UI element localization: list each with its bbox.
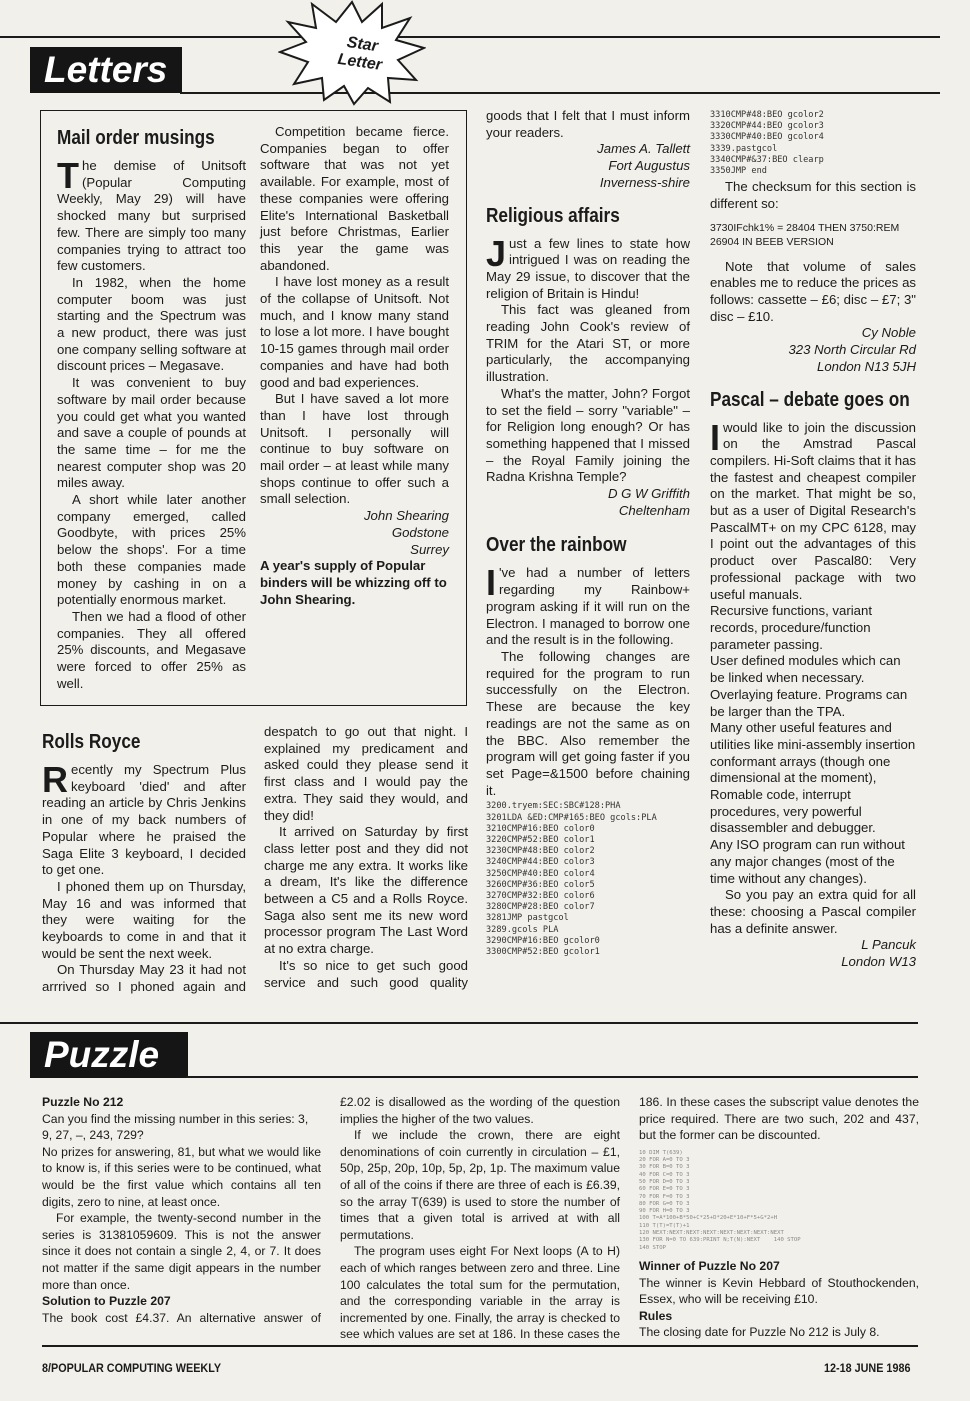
mail-prize: A year's supply of Popular binders will be whizzing off to John Shearing. bbox=[260, 558, 447, 607]
rolls-sig-3: Inverness-shire bbox=[599, 174, 690, 190]
rain-sig-2: 323 North Circular Rd bbox=[788, 342, 916, 358]
solution-s2: If we include the crown, there are eight denominations of coin currently in circulation – £1, 50p, 25p, 20p, 10p, 5p, 2p, 1p. The maximum value of all of the coins if there are three of each is £6.39, so the array T(639) is used to store the number of times that a given total is arrived at with all permutations. bbox=[340, 1128, 620, 1242]
puzzle-col-3 bbox=[639, 1094, 919, 1341]
mail-p2: In 1982, when the home computer boom was just starting and the Spectrum was a new product, there was just one company selling software at discount prices – Megasave. bbox=[57, 274, 246, 374]
rainbow-code-2: 3310CMP#48:BEO gcolor2 3320CMP#44:BEO gcolor3 3330CMP#40:BEO gcolor4 3339.pastgcol 3340CMP#&37:BEO clearp 3350JMP end bbox=[710, 110, 824, 177]
dropcap-t: T bbox=[57, 155, 79, 196]
dropcap-i-rainbow: I bbox=[486, 562, 497, 604]
rolls-royce-col-2 bbox=[264, 724, 468, 992]
rel-p2: This fact was gleaned from reading John Cook's review of TRIM for the Atari ST, or more particularly, the accompanying illustration. bbox=[486, 302, 690, 385]
religious-heading: Religious affairs bbox=[486, 204, 620, 227]
pas-sig-2: London W13 bbox=[841, 954, 916, 970]
rolls-sig-1: James A. Tallett bbox=[597, 141, 690, 157]
rainbow-heading: Over the rainbow bbox=[486, 534, 627, 557]
solution-s1-cont: £2.02 is disallowed as the wording of the question implies the higher of the two values. bbox=[340, 1095, 620, 1126]
pas-p1: would like to join the discussion on the Amstrad Pascal compilers. Hi-Soft claims that it has the fastest and cheapest compiler on the market. That might be so, but as a user of Digital Research's PascalMT+ on my CPC 6128, may I point out the advantages of this product over Pascal80: Very professional package with two useful manuals. bbox=[710, 419, 916, 602]
pas-item-1: Recursive functions, variant records, procedure/function parameter passing. bbox=[710, 603, 872, 652]
mail-order-heading: Mail order musings bbox=[57, 127, 215, 149]
solution-heading: Solution to Puzzle 207 bbox=[42, 1294, 171, 1309]
rain-p4: Note that volume of sales enables me to reduce the prices as follows: cassette – £6; disc – £7; 3" disc – £10. bbox=[710, 258, 916, 324]
rolls-p3-cont: despatch to go out that night. I explained my predicament and asked could they please send it first class and I would pay the extra. They said they would, and they did! bbox=[264, 724, 468, 823]
mail-sig-2: Godstone bbox=[391, 524, 449, 540]
rel-sig-1: D G W Griffith bbox=[607, 486, 690, 502]
rules-heading: Rules bbox=[639, 1308, 673, 1323]
dropcap-j: J bbox=[486, 232, 507, 274]
rolls-p3: On Thursday May 23 it had not arrrived so I phoned again and bbox=[42, 962, 246, 995]
rain-sig-1: Cy Noble bbox=[861, 325, 916, 341]
rolls-royce-col-1 bbox=[42, 724, 246, 996]
rolls-p5: It's so nice to get such good service and such good quality bbox=[264, 957, 468, 990]
footer-right: 12-18 JUNE 1986 bbox=[824, 1361, 911, 1375]
mail-order-col-2 bbox=[260, 124, 449, 608]
col-3 bbox=[486, 108, 690, 960]
pas-p2: So you pay an extra quid for all these: choosing a Pascal compiler has a definite answer. bbox=[710, 887, 916, 936]
puzzle-title: Puzzle bbox=[30, 1032, 188, 1078]
puzzle-col-1 bbox=[42, 1094, 321, 1326]
footer-rule bbox=[42, 1345, 918, 1347]
rolls-p1: ecently my Spectrum Plus keyboard 'died' and after reading an article by Chris Jenkins in one of my back numbers of Popular where he praised the Saga Elite 3 keyboard, I decided to get one. bbox=[42, 762, 246, 878]
rain-p2: The following changes are required for the program to run successfully on the Electron. These are because the key readings are not the same as on the BBC. Also remember the program will get going faster if you set Page=&1500 before chaining it. bbox=[486, 648, 690, 798]
rolls-sig-2: Fort Augustus bbox=[608, 158, 690, 174]
puzzle-no-heading: Puzzle No 212 bbox=[42, 1095, 124, 1109]
winner-text: The winner is Kevin Hebbard of Stouthockenden, Essex, who will be receiving £10. bbox=[639, 1275, 919, 1307]
rolls-p2: I phoned them up on Thursday, May 16 and was informed that they were waiting for the keyboards to come in and that it would be sent the next week. bbox=[42, 878, 246, 961]
puzzle-q3: For example, the twenty-second number in the series is 31381059609. This is not the answer since it does not contain a single 2, 4, or 7. It does not matter if the same digit appears in the number more than once. bbox=[42, 1211, 321, 1292]
rain-p3: The checksum for this section is different so: bbox=[710, 179, 916, 211]
solution-s3: The program uses eight For Next loops (A to H) each of which ranges between zero and three. Line 100 calculates the total sum for the permutation, and the corresponding variable in the array is incremented by one. Finally, the array is checked to see which values are set at 186. In these cases the bbox=[340, 1244, 620, 1342]
rel-p3: What's the matter, John? Forgot to set the field – sorry "variable" – for Religion long enough? Or has something happened that I missed – the Royal Family joining the Radna Krishna Temple? bbox=[486, 385, 690, 485]
mail-sig-3: Surrey bbox=[410, 541, 449, 557]
rel-sig-2: Cheltenham bbox=[618, 502, 690, 518]
puzzle-title-rule bbox=[186, 1076, 918, 1078]
dropcap-r: R bbox=[42, 759, 68, 800]
rolls-royce-heading: Rolls Royce bbox=[42, 731, 141, 753]
mail-sig-1: John Shearing bbox=[363, 508, 449, 524]
mail-order-col-1 bbox=[57, 120, 246, 693]
pascal-heading: Pascal – debate goes on bbox=[710, 388, 910, 411]
puzzle-top-rule bbox=[0, 1022, 918, 1024]
winner-heading: Winner of Puzzle No 207 bbox=[639, 1258, 780, 1273]
pas-item-3: Overlaying feature. Programs can be larger than the TPA. bbox=[710, 686, 908, 719]
solution-s3-cont: 186. In these cases the subscript value denotes the price required. There are two such, 202 and 437, but the former can be discounted. bbox=[639, 1095, 919, 1143]
puzzle-q1: Can you find the missing number in this series: 3, 9, 27, –, 243, 729? bbox=[42, 1111, 309, 1143]
rainbow-code-1: 3200.tryem:SEC:SBC#128:PHA 3201LDA &ED:CMP#165:BEO gcols:PLA 3210CMP#16:BEO color0 3220CMP#52:BEO color1 3230CMP#48:BEO color2 3240CMP#44:BEO color3 3250CMP#40:BEO color4 3260CMP#36:BEO color5 3270CMP#32:BEO color6 3280CMP#28:BEO color7 3281JMP pastgcol 3289.gcols PLA 3290CMP#16:BEO gcolor0 3300CMP#52:BEO gcolor1 bbox=[486, 801, 657, 957]
mail-p3: It was convenient to buy software by mail order because you could get what you wanted and save a couple of pounds at the same time – for me the nearest computer shop was 20 miles away. bbox=[57, 375, 246, 491]
letters-title: Letters bbox=[30, 47, 182, 93]
mail-p5: Then we had a flood of other companies. They all offered 25% discounts, and Megasave were forced to offer 25% as well. bbox=[57, 608, 246, 691]
star-label: Star bbox=[345, 34, 379, 56]
puzzle-code-listing: 10 DIM T(639) 20 FOR A=0 TO 3 30 FOR B=0 TO 3 40 FOR C=0 TO 3 50 FOR D=0 TO 3 60 FOR E=0 TO 3 70 FOR F=0 TO 3 80 FOR G=0 TO 3 90 FOR H=0 TO 3 100 T=A*100+B*50+C*25+D*20+E*10+F*5+G*2+H 110 T(T)=T(T)+1 120 NEXT:NEXT:NEXT:NEXT:NEXT:NEXT:NEXT:NEXT 130 FOR N=0 TO 639:PRINT N;T(N):NEXT 140 STOP 140 STOP bbox=[639, 1149, 801, 1251]
puzzle-q2: No prizes for answering, 81, but what we would like to know is, if this series were to be continued, what would be the first value which contains all ten digits, zero to nine, at least once. bbox=[42, 1144, 321, 1209]
rain-sig-3: London N13 5JH bbox=[817, 358, 916, 374]
rain-checksum: 3730IFchk1% = 28404 THEN 3750:REM 26904 IN BEEB VERSION bbox=[710, 221, 900, 248]
rolls-p4: It arrived on Saturday by first class letter post and they did not charge me any extra. It works like a dream, It's like the difference between a C5 and a Rolls Royce. Saga also sent me its new word processor program The Last Word at no extra charge. bbox=[264, 824, 468, 957]
mail-p4: A short while later another company emerged, called Goodbyte, with prices 25% below the shops'. For a time both these companies made money by cashing in on a potentially enormous market. bbox=[57, 492, 246, 608]
mail-p1: he demise of Unitsoft (Popular Computing Weekly, May 29) will have shocked many but surprised few. There are simply too many companies trying to attract too few customers. bbox=[57, 158, 246, 274]
mail-p7: I have lost money as a result of the collapse of Unitsoft. Not much, and I know many stand to lose a lot more. I have bought 10-15 games through mail order companies and have had both good and bad experiences. bbox=[260, 274, 449, 390]
rel-p1: ust a few lines to state how intrigued I was on reading the May 29 issue, to discover that the religion of Britain is Hindu! bbox=[486, 235, 690, 301]
rolls-p5-cont: goods that I felt that I must inform your readers. bbox=[486, 108, 690, 140]
pas-sig-1: L Pancuk bbox=[861, 937, 916, 953]
mail-p6: Competition became fierce. Companies began to offer software that was not yet available. For example, most of these companies were offering Elite's International Basketball just before Christmas, Earlier this year the game was abandoned. bbox=[260, 124, 449, 273]
footer-left: 8/POPULAR COMPUTING WEEKLY bbox=[42, 1361, 222, 1375]
pas-item-5: Any ISO program can run without any major changes (most of the time without any changes). bbox=[710, 837, 905, 886]
pas-item-2: User defined modules which can be linked when necessary. bbox=[710, 653, 901, 686]
rules-text: The closing date for Puzzle No 212 is July 8. bbox=[639, 1325, 880, 1340]
letter-label: Letter bbox=[336, 50, 384, 74]
col-4 bbox=[710, 108, 916, 971]
puzzle-col-2 bbox=[340, 1094, 620, 1343]
rain-p1: 've had a number of letters regarding my Rainbow+ program asking if it will run on the Electron. I managed to borrow one and the result is in the following. bbox=[486, 565, 690, 648]
solution-s1: The book cost £4.37. An alternative answer of bbox=[42, 1310, 321, 1325]
top-rule bbox=[0, 36, 940, 38]
dropcap-i-pascal: I bbox=[710, 416, 721, 458]
pas-item-4: Many other useful features and utilities like mini-assembly insertion conformant arrays (though one dimensional at the moment), Romable code, interrupt procedures, very powerful disassembler and debugger. bbox=[710, 720, 916, 836]
mail-p8: But I have saved a lot more than I have lost through Unitsoft. I personally will continue to buy software on mail order – at least while many shops continue to offer such a small selection. bbox=[260, 391, 449, 507]
